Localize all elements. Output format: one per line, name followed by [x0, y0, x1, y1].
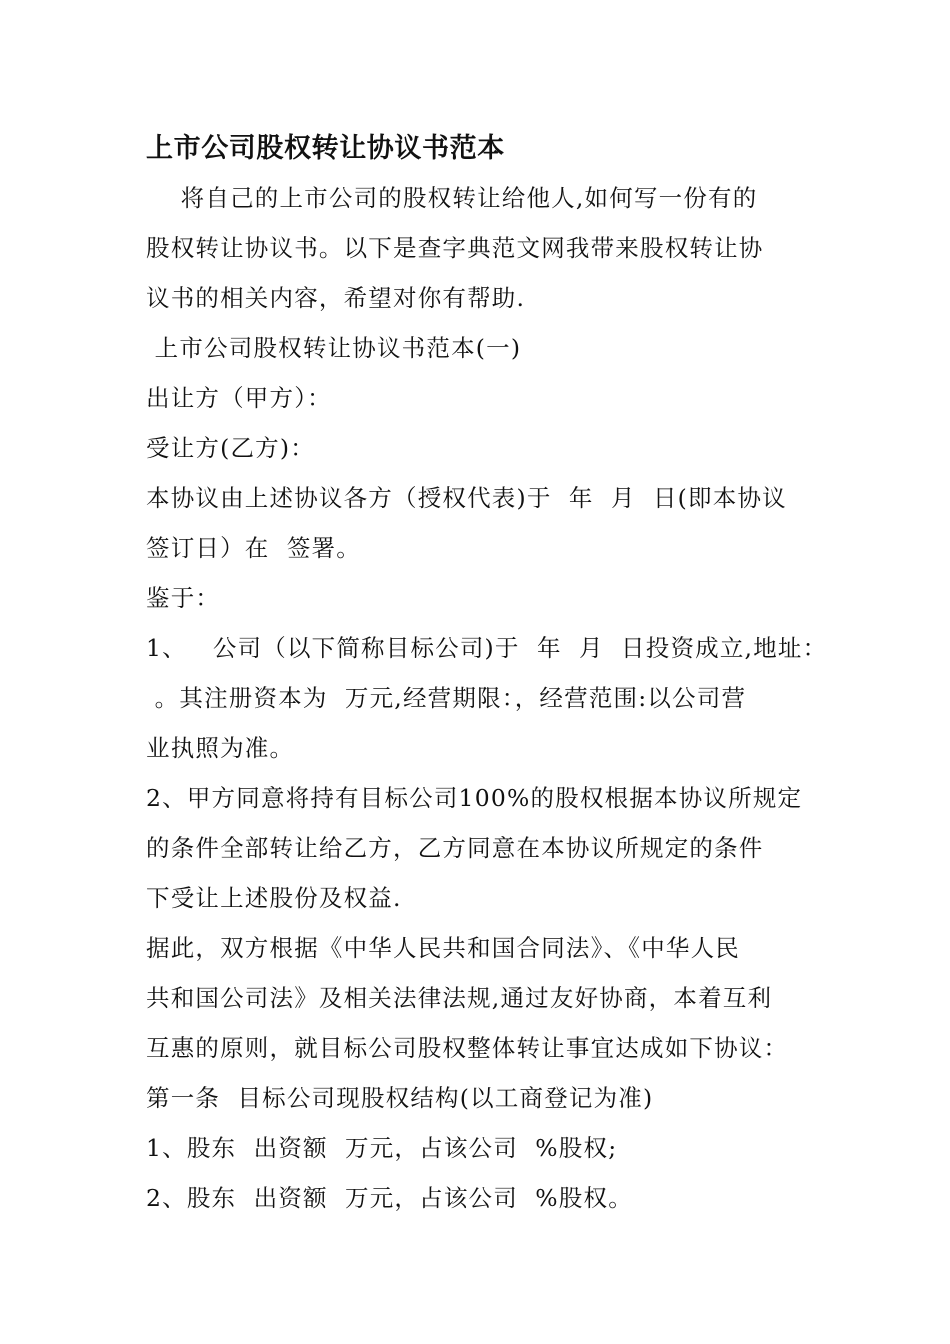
transferee-label: 受让方(乙方)：	[146, 434, 315, 462]
whereas-label: 鉴于：	[146, 584, 221, 612]
signing-line-2: 签订日）在 签署。	[146, 534, 361, 562]
section-subtitle: 上市公司股权转让协议书范本(一)	[146, 334, 522, 362]
clause2-line-2: 的条件全部转让给乙方，乙方同意在本协议所规定的条件	[146, 834, 764, 862]
intro-line-2: 股权转让协议书。以下是查字典范文网我带来股权转让协	[146, 234, 764, 262]
article1-heading: 第一条 目标公司现股权结构(以工商登记为准)	[146, 1084, 654, 1112]
accordingly-line-3: 互惠的原则，就目标公司股权整体转让事宜达成如下协议：	[146, 1034, 789, 1062]
intro-line-1: 将自己的上市公司的股权转让给他人,如何写一份有的	[146, 184, 758, 212]
document-title: 上市公司股权转让协议书范本	[146, 133, 505, 164]
accordingly-line-1: 据此，双方根据《中华人民共和国合同法》、《中华人民	[146, 934, 740, 962]
clause2-line-1: 2、甲方同意将持有目标公司100%的股权根据本协议所规定	[146, 784, 803, 812]
clause1-line-1: 1、 公司（以下简称目标公司)于 年 月 日投资成立,地址：	[146, 634, 828, 662]
shareholder-line-1: 1、股东 出资额 万元，占该公司 %股权;	[146, 1134, 618, 1162]
clause1-line-2: 。其注册资本为 万元,经营期限：，经营范围:以公司营	[146, 684, 747, 712]
intro-line-3: 议书的相关内容，希望对你有帮助.	[146, 284, 526, 312]
signing-line-1: 本协议由上述协议各方（授权代表)于 年 月 日(即本协议	[146, 484, 787, 512]
clause2-line-3: 下受让上述股份及权益.	[146, 884, 402, 912]
transferor-label: 出让方（甲方）：	[146, 384, 332, 412]
clause1-line-3: 业执照为准。	[146, 734, 295, 762]
accordingly-line-2: 共和国公司法》及相关法律法规,通过友好协商，本着互利	[146, 984, 773, 1012]
shareholder-line-2: 2、股东 出资额 万元，占该公司 %股权。	[146, 1184, 633, 1212]
